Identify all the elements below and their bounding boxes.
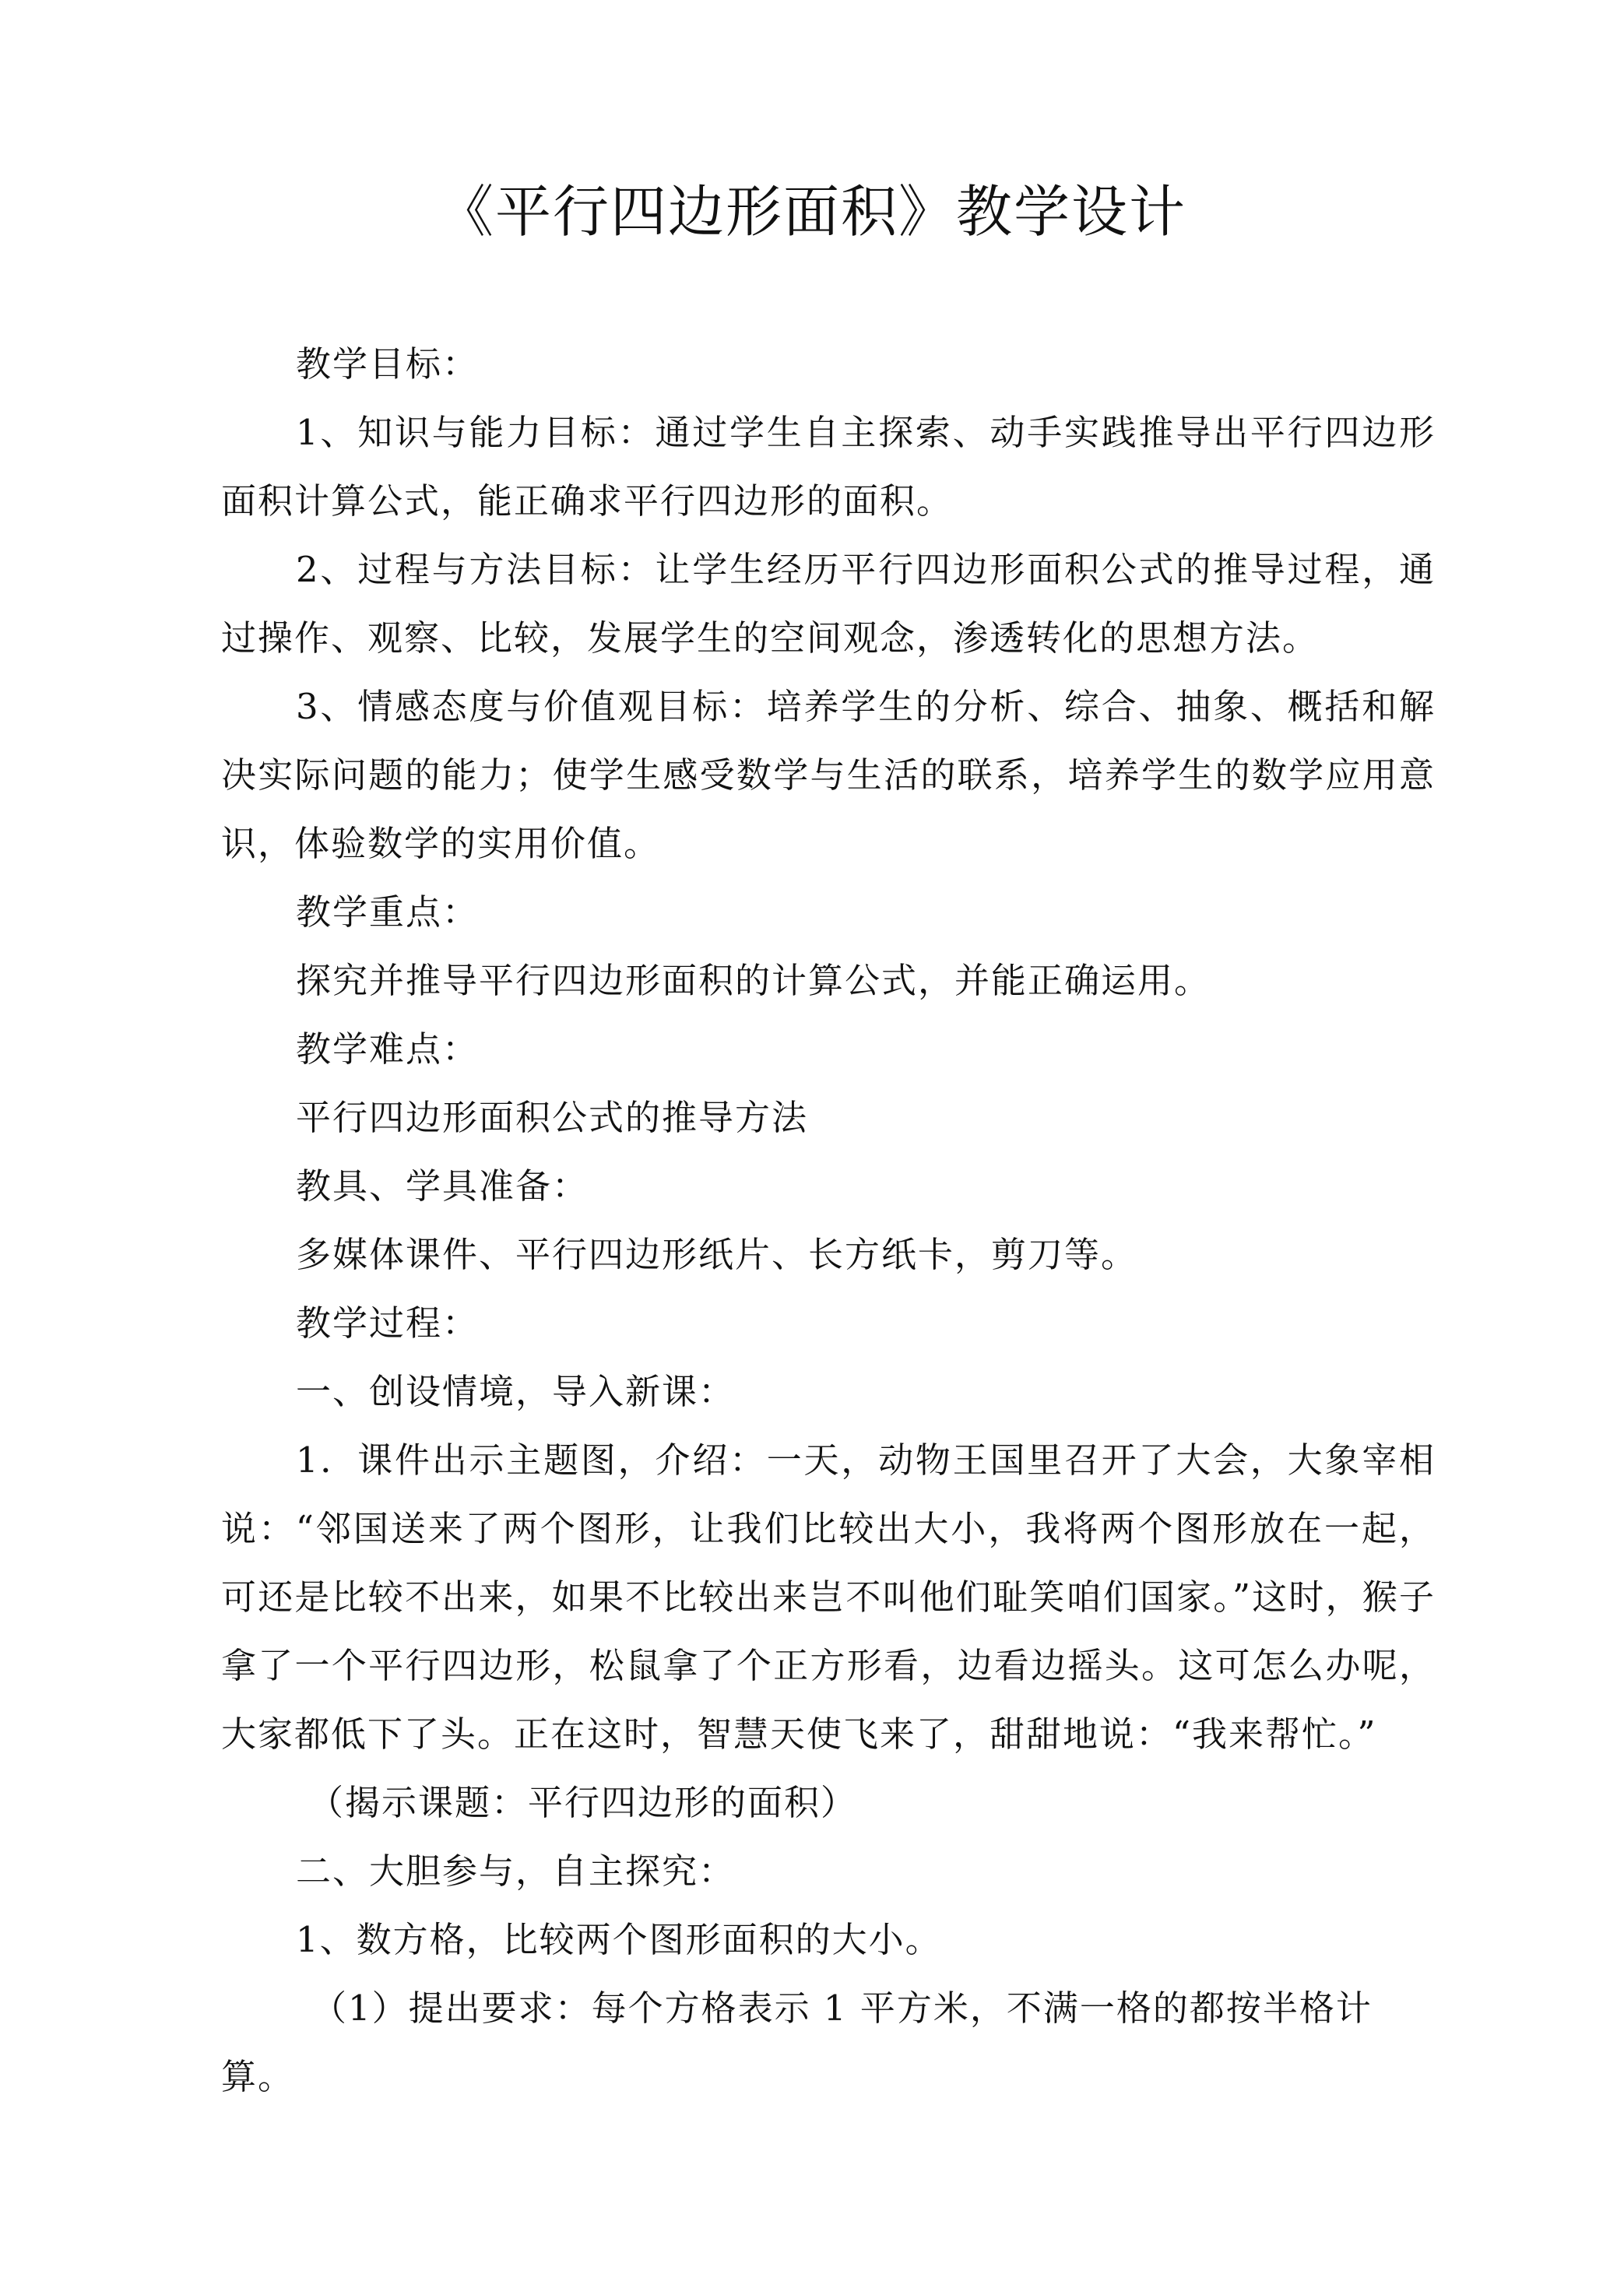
paragraph-section-1-heading: 一、创设情境，导入新课： xyxy=(296,1371,736,1412)
document-body xyxy=(221,330,1436,2111)
paragraph-difficulty-heading: 教学难点： xyxy=(296,1028,480,1070)
paragraph-story: 1．课件出示主题图，介绍：一天，动物王国里召开了大会，大象宰相说：“邻国送来了两个图形，让我们比较出大小，我将两个图形放在一起，可还是比较不出来，如果不比较出来岂不叫他们耻笑咱们国家。”这时，猴子拿了一个平行四边形，松鼠拿了个正方形看，边看边摇头。这可怎么办呢，大家都低下了头。正在这时，智慧天使飞来了，甜甜地说：“我来帮忙。” xyxy=(221,1439,1436,1755)
paragraph-objective-3: 3、情感态度与价值观目标：培养学生的分析、综合、抽象、概括和解决实际问题的能力；使学生感受数学与生活的联系，培养学生的数学应用意识，体验数学的实用价值。 xyxy=(221,686,1436,864)
paragraph-objective-2: 2、过程与方法目标：让学生经历平行四边形面积公式的推导过程，通过操作、观察、比较，发展学生的空间观念，渗透转化的思想方法。 xyxy=(221,549,1436,659)
paragraph-count-squares: 1、数方格，比较两个图形面积的大小。 xyxy=(296,1919,942,1960)
paragraph-materials: 多媒体课件、平行四边形纸片、长方纸卡，剪刀等。 xyxy=(296,1234,1138,1275)
paragraph-section-2-heading: 二、大胆参与，自主探究： xyxy=(296,1850,736,1892)
paragraph-key-points: 探究并推导平行四边形面积的计算公式，并能正确运用。 xyxy=(296,960,1211,1001)
paragraph-materials-heading: 教具、学具准备： xyxy=(296,1165,589,1207)
paragraph-difficulty: 平行四边形面积公式的推导方法 xyxy=(296,1097,809,1138)
paragraph-key-points-heading: 教学重点： xyxy=(296,891,480,933)
paragraph-process-heading: 教学过程： xyxy=(296,1302,480,1344)
paragraph-reveal-topic: （揭示课题：平行四边形的面积） xyxy=(308,1782,858,1823)
paragraph-objective-1: 1、知识与能力目标：通过学生自主探索、动手实践推导出平行四边形面积计算公式，能正确求平行四边形的面积。 xyxy=(221,412,1436,522)
paragraph-teaching-objectives-heading: 教学目标： xyxy=(296,343,480,385)
document-title: 《平行四边形面积》教学设计 xyxy=(437,179,1186,244)
paragraph-requirement: （1）提出要求：每个方格表示 1 平方米，不满一格的都按半格计算。 xyxy=(221,1987,1373,2097)
